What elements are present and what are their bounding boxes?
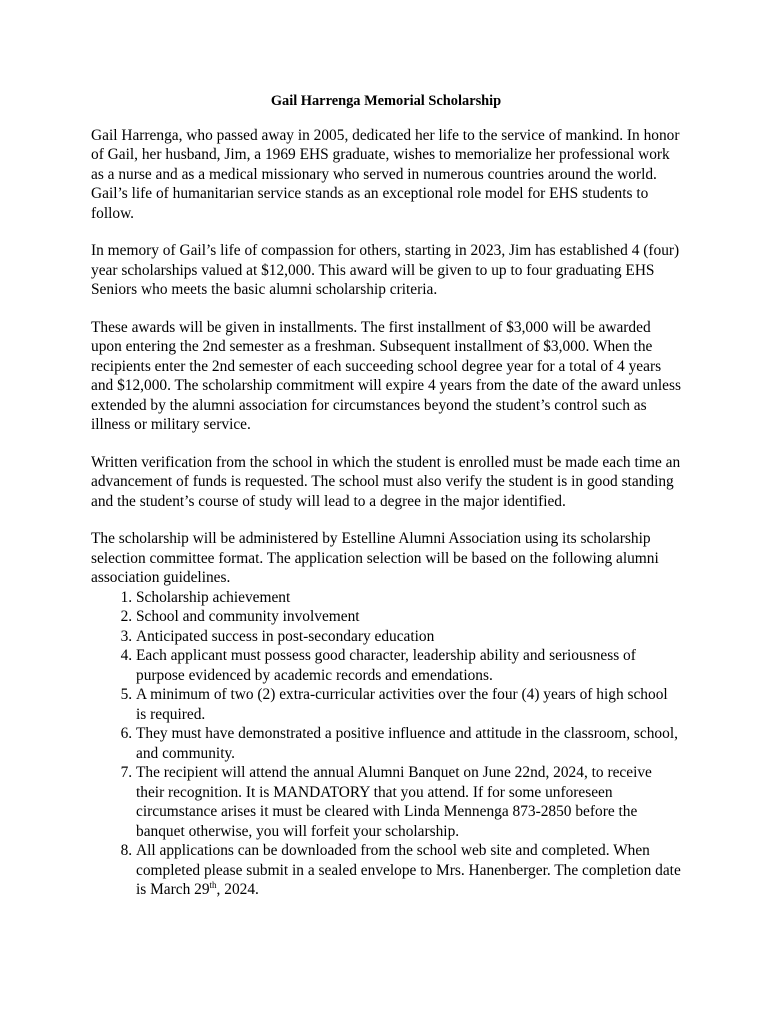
list-item: 2. School and community involvement	[136, 607, 681, 627]
list-item: 7. The recipient will attend the annual Alumni Banquet on June 22nd, 2024, to receive their recognition. It is MANDATORY that you attend. If for some unforeseen circumstance arises it must be cleared with Linda Mennenga 873-2850 before the banquet otherwise, you will forfeit your scholarship.	[136, 763, 681, 841]
list-item: 4. Each applicant must possess good character, leadership ability and seriousness of purpose evidenced by academic records and emendations.	[136, 646, 681, 685]
list-item: 5. A minimum of two (2) extra-curricular activities over the four (4) years of high school is required.	[136, 685, 681, 724]
document-page	[91, 92, 681, 900]
paragraph-administration: The scholarship will be administered by Estelline Alumni Association using its scholarship selection committee format. The application selection will be based on the following alumni association guidelines.	[91, 530, 659, 586]
document-title: Gail Harrenga Memorial Scholarship	[270, 93, 502, 109]
list-item-applications	[136, 841, 681, 900]
list-item: 1. Scholarship achievement	[136, 588, 681, 608]
date-ordinal-suffix: th	[209, 879, 217, 890]
paragraph-scholarship-established: In memory of Gail’s life of compassion for others, starting in 2023, Jim has established 4 (four) year scholarships valued at $12,000. This award will be given to up to four graduating EHS Seniors who meets the basic alumni scholarship criteria.	[91, 242, 680, 298]
paragraph-verification: Written verification from the school in which the student is enrolled must be made each time an advancement of funds is requested. The school must also verify the student is in good standing and the student’s course of study will lead to a degree in the major identified.	[91, 453, 681, 510]
list-item: 6. They must have demonstrated a positive influence and attitude in the classroom, school, and community.	[136, 724, 681, 763]
guidelines-list	[91, 588, 681, 900]
list-item: 3. Anticipated success in post-secondary education	[136, 627, 681, 647]
paragraph-installments: These awards will be given in installments. The first installment of $3,000 will be awarded upon entering the 2nd semester as a freshman. Subsequent installment of $3,000. When the recipients enter the 2nd semester of each succeeding school degree year for a total of 4 years and $12,000. The scholarship commitment will expire 4 years from the date of the award unless extended by the alumni association for circumstances beyond the student’s control such as illness or military service.	[91, 318, 681, 433]
paragraph-dedication: Gail Harrenga, who passed away in 2005, dedicated her life to the service of mankind. In honor of Gail, her husband, Jim, a 1969 EHS graduate, wishes to memorialize her professional work as a nurse and as a medical missionary who served in numerous countries around the world. Gail’s life of humanitarian service stands as an exceptional role model for EHS students to follow.	[91, 126, 680, 222]
applications-date-year: , 2024.	[216, 881, 259, 898]
applications-text: All applications can be downloaded from the school web site and completed. When completed please submit in a sealed envelope to Mrs. Hanenberger. The completion date is March 29	[136, 842, 681, 898]
